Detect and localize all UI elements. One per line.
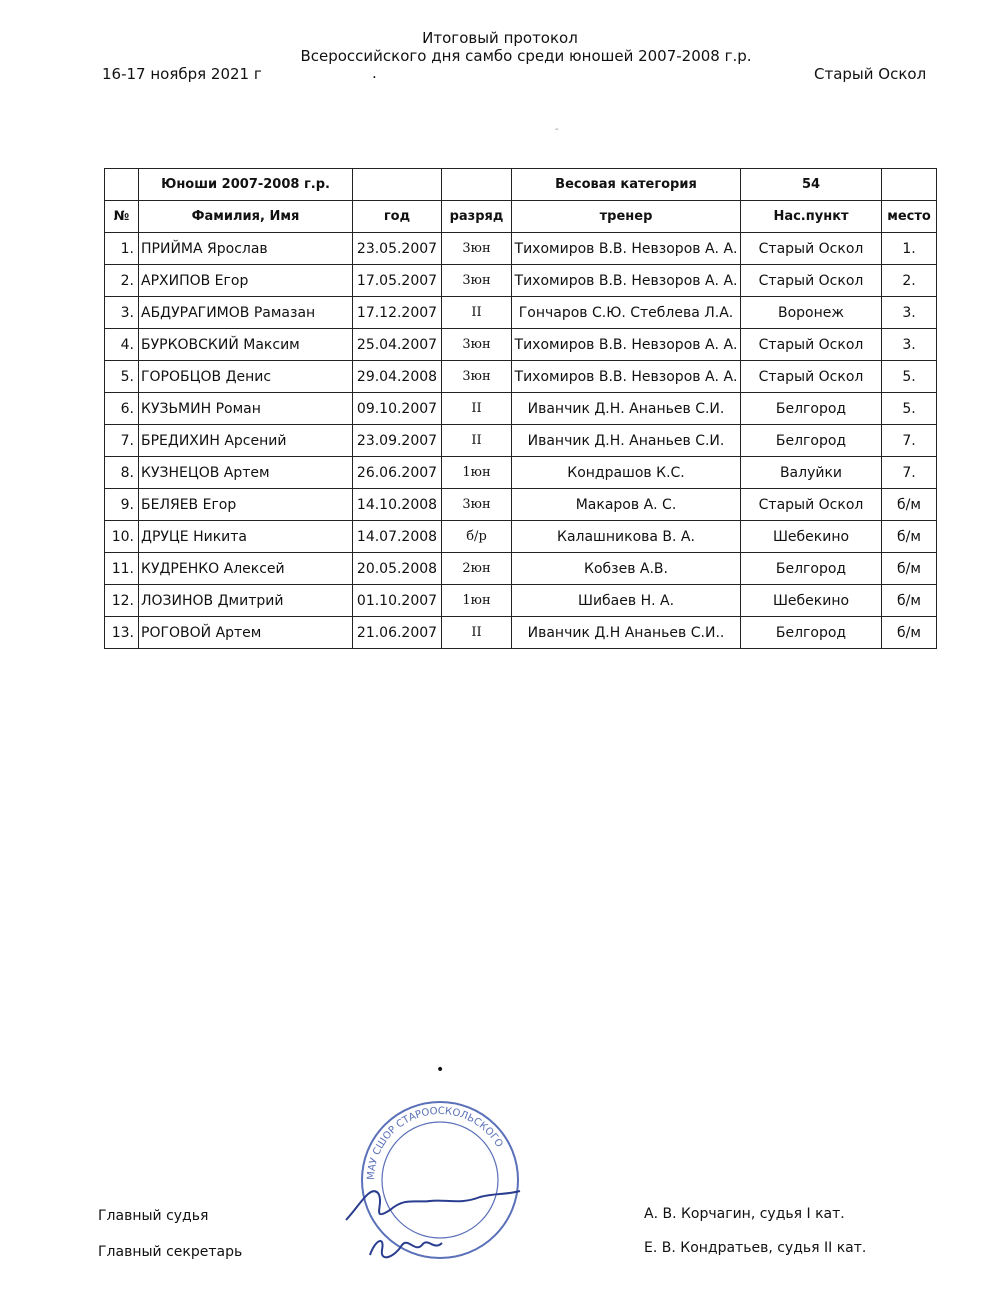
- official-stamp: [330, 1085, 550, 1275]
- table-row: [105, 457, 937, 489]
- stamp-text: МАУ СШОР СТАРООСКОЛЬСКОГО: [365, 1105, 505, 1181]
- coach-names: Кондрашов К.С.: [512, 457, 741, 489]
- town: Старый Оскол: [741, 489, 882, 521]
- table-row: [105, 233, 937, 265]
- group-empty-cell: [442, 169, 512, 201]
- athlete-name: ДРУЦЕ Никита: [139, 521, 353, 553]
- weight-category-label: Весовая категория: [512, 169, 741, 201]
- chief-judge-label: Главный судья: [98, 1208, 209, 1224]
- document-subtitle: Всероссийского дня самбо среди юношей 2007-2008 г.р.: [300, 47, 752, 65]
- place: б/м: [882, 521, 937, 553]
- town: Белгород: [741, 393, 882, 425]
- row-number: 11.: [105, 553, 139, 585]
- sport-rank: 1юн: [442, 457, 512, 489]
- birth-date: 29.04.2008: [353, 361, 442, 393]
- table-row: [105, 297, 937, 329]
- athlete-name: РОГОВОЙ Артем: [139, 617, 353, 649]
- town: Старый Оскол: [741, 329, 882, 361]
- coach-names: Тихомиров В.В. Невзоров А. А.: [512, 265, 741, 297]
- table-row: [105, 265, 937, 297]
- row-number: 9.: [105, 489, 139, 521]
- row-number: 7.: [105, 425, 139, 457]
- table-row: [105, 553, 937, 585]
- header-dot: .: [372, 64, 377, 82]
- table-row: [105, 393, 937, 425]
- sport-rank: II: [442, 425, 512, 457]
- sport-rank: 3юн: [442, 233, 512, 265]
- coach-names: Калашникова В. А.: [512, 521, 741, 553]
- row-number: 12.: [105, 585, 139, 617]
- athlete-name: ЛОЗИНОВ Дмитрий: [139, 585, 353, 617]
- table-row: [105, 489, 937, 521]
- row-number: 6.: [105, 393, 139, 425]
- birth-date: 17.12.2007: [353, 297, 442, 329]
- chief-secretary-label: Главный секретарь: [98, 1244, 243, 1260]
- chief-secretary-name: Е. В. Кондратьев, судья II кат.: [644, 1240, 867, 1256]
- athlete-name: БРЕДИХИН Арсений: [139, 425, 353, 457]
- scan-speck: -: [555, 124, 559, 135]
- row-number: 8.: [105, 457, 139, 489]
- sport-rank: II: [442, 393, 512, 425]
- group-blank-cell: [105, 169, 139, 201]
- town: Шебекино: [741, 585, 882, 617]
- athlete-name: ГОРОБЦОВ Денис: [139, 361, 353, 393]
- athlete-name: КУДРЕНКО Алексей: [139, 553, 353, 585]
- town: Старый Оскол: [741, 361, 882, 393]
- row-number: 13.: [105, 617, 139, 649]
- group-row: [105, 169, 937, 201]
- place: 1.: [882, 233, 937, 265]
- signature-chief: [346, 1191, 520, 1220]
- birth-date: 25.04.2007: [353, 329, 442, 361]
- sport-rank: 2юн: [442, 553, 512, 585]
- place: б/м: [882, 585, 937, 617]
- coach-names: Иванчик Д.Н Ананьев С.И..: [512, 617, 741, 649]
- row-number: 10.: [105, 521, 139, 553]
- sport-rank: 3юн: [442, 489, 512, 521]
- sport-rank: 3юн: [442, 329, 512, 361]
- birth-date: 01.10.2007: [353, 585, 442, 617]
- stamp-inner-ring: [382, 1122, 498, 1238]
- column-header-row: [105, 201, 937, 233]
- town: Шебекино: [741, 521, 882, 553]
- coach-names: Гончаров С.Ю. Стеблева Л.А.: [512, 297, 741, 329]
- place: 7.: [882, 457, 937, 489]
- sport-rank: б/р: [442, 521, 512, 553]
- sport-rank: 3юн: [442, 361, 512, 393]
- athlete-name: ПРИЙМА Ярослав: [139, 233, 353, 265]
- coach-names: Тихомиров В.В. Невзоров А. А.: [512, 329, 741, 361]
- town: Воронеж: [741, 297, 882, 329]
- row-number: 3.: [105, 297, 139, 329]
- table-row: [105, 521, 937, 553]
- birth-date: 20.05.2008: [353, 553, 442, 585]
- row-number: 5.: [105, 361, 139, 393]
- sport-rank: 1юн: [442, 585, 512, 617]
- col-year: год: [353, 201, 442, 233]
- coach-names: Тихомиров В.В. Невзоров А. А.: [512, 361, 741, 393]
- athlete-name: БУРКОВСКИЙ Максим: [139, 329, 353, 361]
- birth-date: 23.09.2007: [353, 425, 442, 457]
- weight-category-value: 54: [741, 169, 882, 201]
- coach-names: Иванчик Д.Н. Ананьев С.И.: [512, 393, 741, 425]
- athlete-name: КУЗЬМИН Роман: [139, 393, 353, 425]
- group-label: Юноши 2007-2008 г.р.: [139, 169, 353, 201]
- table-row: [105, 329, 937, 361]
- col-town: Нас.пункт: [741, 201, 882, 233]
- place: 3.: [882, 297, 937, 329]
- place: 5.: [882, 361, 937, 393]
- results-table: [104, 168, 937, 649]
- athlete-name: АРХИПОВ Егор: [139, 265, 353, 297]
- athlete-name: АБДУРАГИМОВ Рамазан: [139, 297, 353, 329]
- group-empty-cell: [882, 169, 937, 201]
- col-place: место: [882, 201, 937, 233]
- coach-names: Шибаев Н. А.: [512, 585, 741, 617]
- town: Белгород: [741, 425, 882, 457]
- row-number: 4.: [105, 329, 139, 361]
- birth-date: 14.10.2008: [353, 489, 442, 521]
- event-date: 16-17 ноября 2021 г: [102, 65, 262, 83]
- coach-names: Макаров А. С.: [512, 489, 741, 521]
- birth-date: 26.06.2007: [353, 457, 442, 489]
- place: б/м: [882, 489, 937, 521]
- town: Белгород: [741, 617, 882, 649]
- coach-names: Кобзев А.В.: [512, 553, 741, 585]
- place: 7.: [882, 425, 937, 457]
- birth-date: 09.10.2007: [353, 393, 442, 425]
- town: Белгород: [741, 553, 882, 585]
- table-row: [105, 617, 937, 649]
- col-rank: разряд: [442, 201, 512, 233]
- coach-names: Иванчик Д.Н. Ананьев С.И.: [512, 425, 741, 457]
- place: 5.: [882, 393, 937, 425]
- birth-date: 14.07.2008: [353, 521, 442, 553]
- table-row: [105, 361, 937, 393]
- col-coach: тренер: [512, 201, 741, 233]
- sport-rank: II: [442, 617, 512, 649]
- event-city: Старый Оскол: [814, 65, 927, 83]
- town: Валуйки: [741, 457, 882, 489]
- sport-rank: 3юн: [442, 265, 512, 297]
- table-row: [105, 425, 937, 457]
- place: 2.: [882, 265, 937, 297]
- sport-rank: II: [442, 297, 512, 329]
- athlete-name: КУЗНЕЦОВ Артем: [139, 457, 353, 489]
- row-number: 2.: [105, 265, 139, 297]
- chief-judge-name: А. В. Корчагин, судья I кат.: [644, 1206, 845, 1222]
- town: Старый Оскол: [741, 265, 882, 297]
- group-empty-cell: [353, 169, 442, 201]
- col-name: Фамилия, Имя: [139, 201, 353, 233]
- place: 3.: [882, 329, 937, 361]
- birth-date: 21.06.2007: [353, 617, 442, 649]
- birth-date: 23.05.2007: [353, 233, 442, 265]
- col-number: №: [105, 201, 139, 233]
- place: б/м: [882, 617, 937, 649]
- scan-dot: •: [436, 1062, 445, 1078]
- document-title: Итоговый протокол: [422, 29, 578, 47]
- stamp-outer-ring: [362, 1102, 518, 1258]
- table-row: [105, 585, 937, 617]
- row-number: 1.: [105, 233, 139, 265]
- athlete-name: БЕЛЯЕВ Егор: [139, 489, 353, 521]
- town: Старый Оскол: [741, 233, 882, 265]
- birth-date: 17.05.2007: [353, 265, 442, 297]
- place: б/м: [882, 553, 937, 585]
- coach-names: Тихомиров В.В. Невзоров А. А.: [512, 233, 741, 265]
